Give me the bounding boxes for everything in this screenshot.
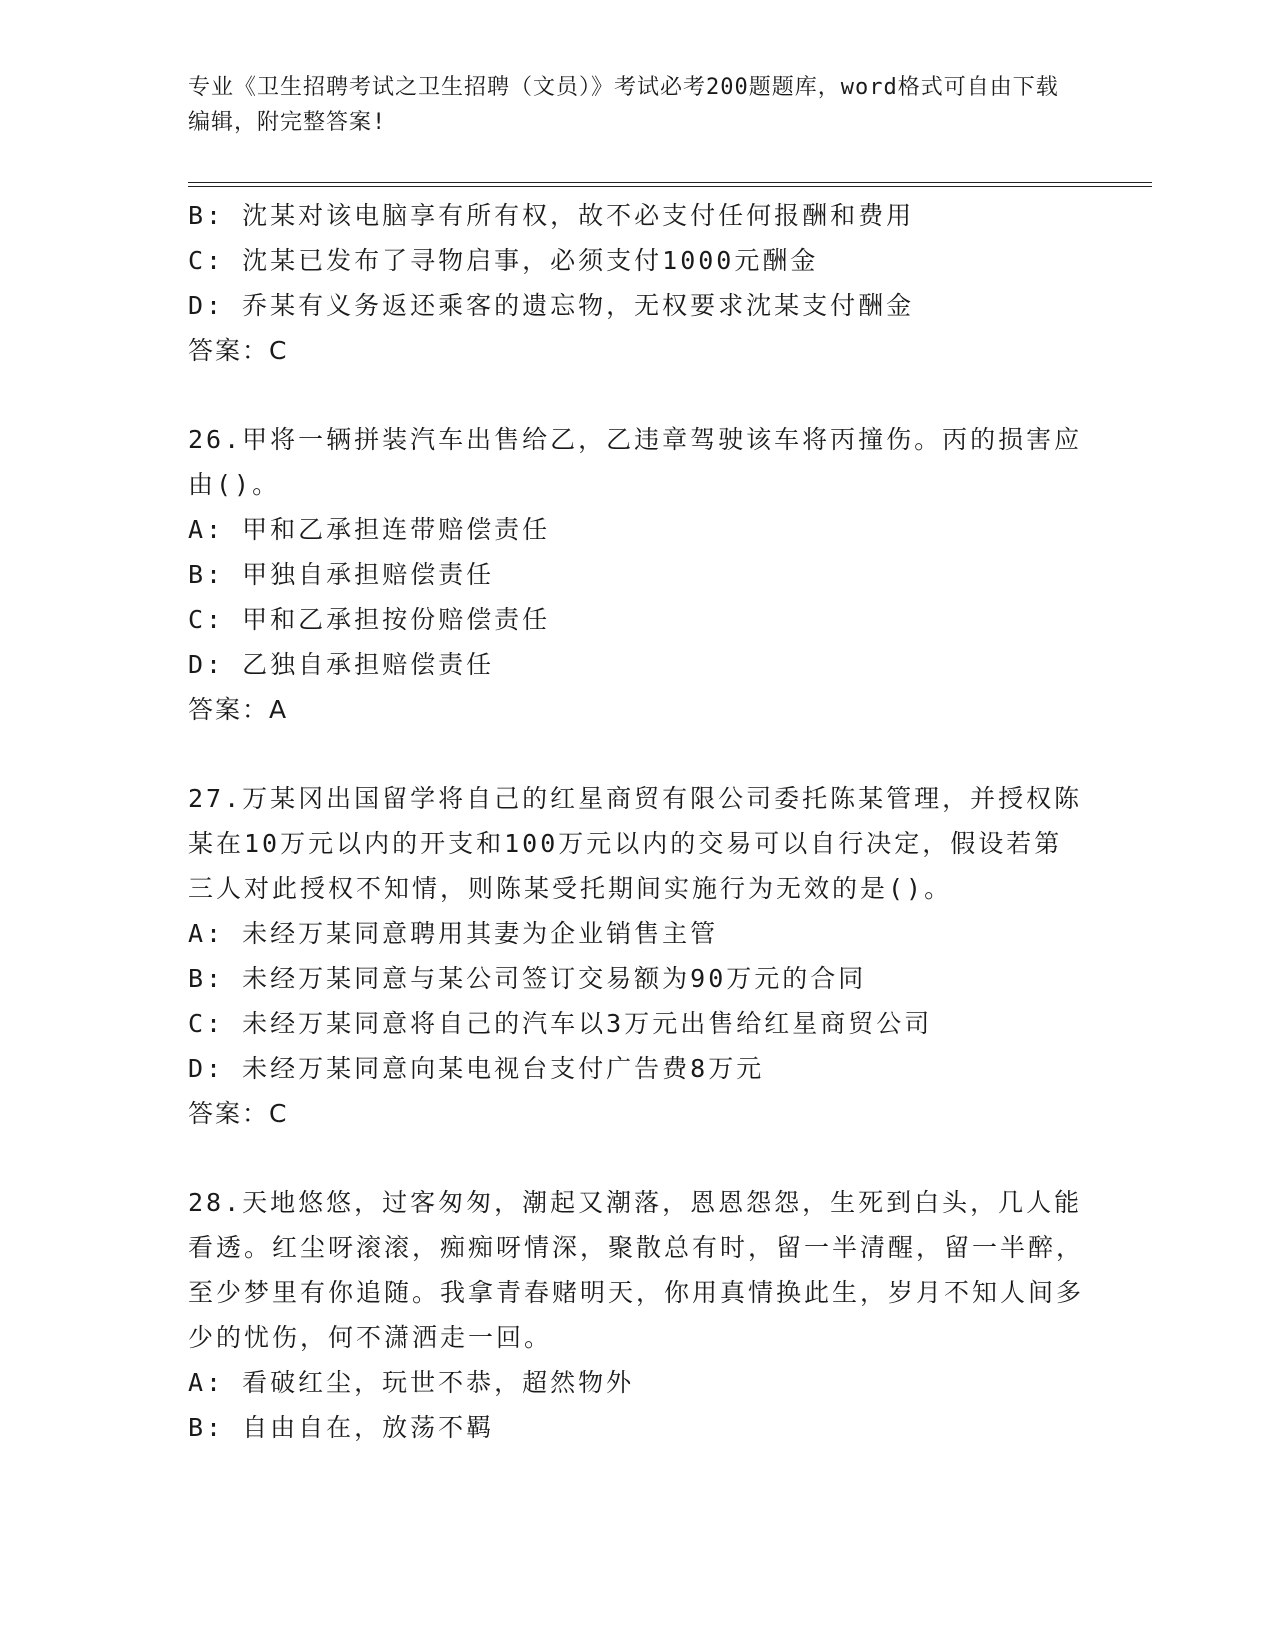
option-d: D: 未经万某同意向某电视台支付广告费8万元 [188, 1054, 765, 1083]
answer-line: 答案：C [188, 336, 289, 365]
question-stem: 26.甲将一辆拼装汽车出售给乙，乙违章驾驶该车将丙撞伤。丙的损害应由()。 [188, 425, 1083, 499]
option-a: A: 看破红尘，玩世不恭，超然物外 [188, 1368, 635, 1397]
option-c: C: 未经万某同意将自己的汽车以3万元出售给红星商贸公司 [188, 1009, 933, 1038]
option-a: A: 未经万某同意聘用其妻为企业销售主管 [188, 919, 719, 948]
divider-line-top [188, 182, 1152, 183]
option-b: B: 未经万某同意与某公司签订交易额为90万元的合同 [188, 964, 867, 993]
question-26 [188, 417, 1088, 732]
question-28 [188, 1180, 1088, 1450]
question-stem: 27.万某冈出国留学将自己的红星商贸有限公司委托陈某管理，并授权陈某在10万元以内的开支和100万元以内的交易可以自行决定，假设若第三人对此授权不知情，则陈某受托期间实施行为无效的是()。 [188, 784, 1083, 903]
option-b: B: 沈某对该电脑享有所有权，故不必支付任何报酬和费用 [188, 201, 915, 230]
option-c: C: 沈某已发布了寻物启事，必须支付1000元酬金 [188, 246, 819, 275]
option-b: B: 自由自在，放荡不羁 [188, 1413, 495, 1442]
question-25-continuation [188, 193, 1088, 373]
answer-line: 答案：A [188, 695, 289, 724]
question-stem: 28.天地悠悠，过客匆匆，潮起又潮落，恩恩怨怨，生死到白头，几人能看透。红尘呀滚滚，痴痴呀情深，聚散总有时，留一半清醒，留一半醉，至少梦里有你追随。我拿青春赌明天，你用真情换此生，岁月不知人间多少的忧伤，何不潇洒走一回。 [188, 1188, 1085, 1352]
answer-line: 答案：C [188, 1099, 289, 1128]
option-c: C: 甲和乙承担按份赔偿责任 [188, 605, 551, 634]
question-content [188, 193, 1088, 1450]
option-d: D: 乙独自承担赔偿责任 [188, 650, 495, 679]
option-b: B: 甲独自承担赔偿责任 [188, 560, 495, 589]
divider-line-bottom [188, 186, 1152, 187]
question-27 [188, 776, 1088, 1136]
header-divider [188, 182, 1152, 187]
document-header: 专业《卫生招聘考试之卫生招聘（文员）》考试必考200题题库，word格式可自由下载编辑，附完整答案! [188, 75, 1059, 135]
option-a: A: 甲和乙承担连带赔偿责任 [188, 515, 551, 544]
option-d: D: 乔某有义务返还乘客的遗忘物，无权要求沈某支付酬金 [188, 291, 915, 320]
document-page [188, 70, 1152, 1450]
